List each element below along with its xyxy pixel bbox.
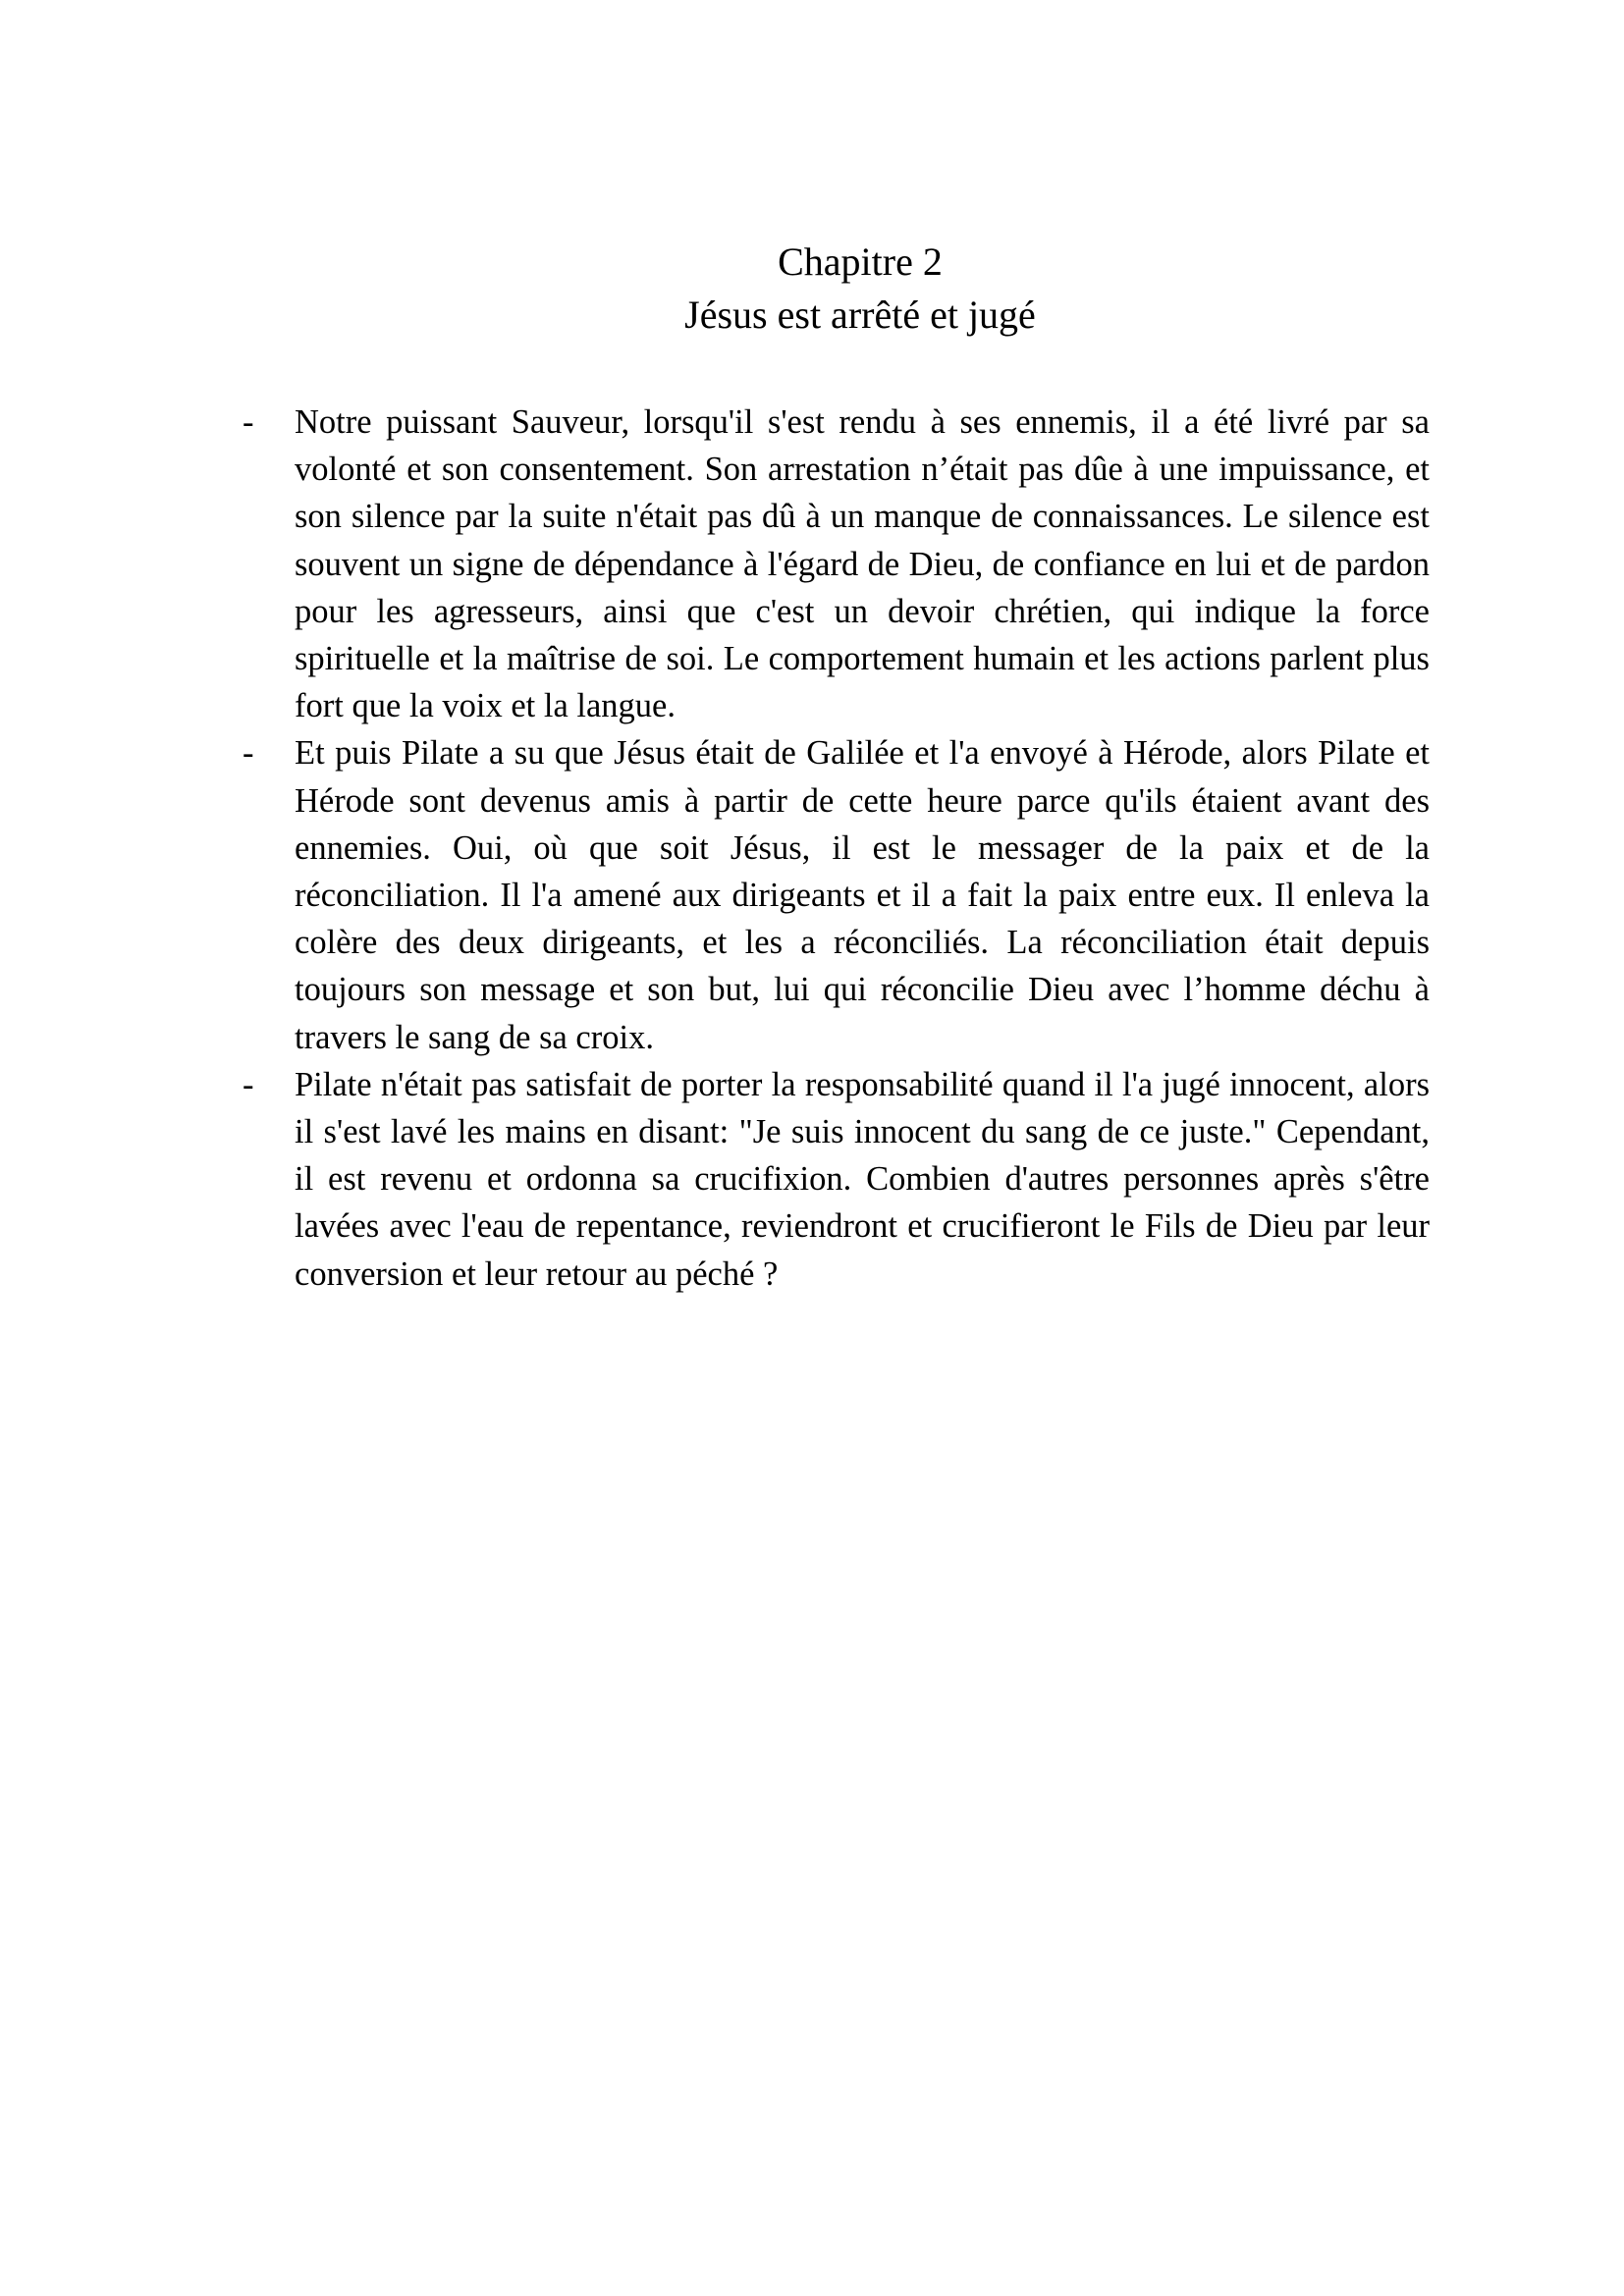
paragraph-text: Notre puissant Sauveur, lorsqu'il s'est rendu à ses ennemis, il a été livré par sa volonté et son consentement. Son arrestation n’était pas dûe à une impuissance, et son silence par la suite n'était pas dû à un manque de connaissances. Le silence est souvent un signe de dépendance à l'égard de Dieu, de confiance en lui et de pardon pour les agresseurs, ainsi que c'est un devoir chrétien, qui indique la force spirituelle et la maîtrise de soi. Le comportement humain et les actions parlent plus fort que la voix et la langue. [295, 403, 1430, 725]
chapter-title: Jésus est arrêté et jugé [684, 293, 1036, 337]
paragraph-list [243, 399, 1430, 1298]
list-item [243, 729, 1430, 1060]
chapter-number: Chapitre 2 [778, 240, 943, 284]
paragraph-text: Et puis Pilate a su que Jésus était de Galilée et l'a envoyé à Hérode, alors Pilate et Hérode sont devenus amis à partir de cette heure parce qu'ils étaient avant des ennemies. Oui, où que soit Jésus, il est le messager de la paix et de la réconciliation. Il l'a amené aux dirigeants et il a fait la paix entre eux. Il enleva la colère des deux dirigeants, et les a réconciliés. La réconciliation était depuis toujours son message et son but, lui qui réconcilie Dieu avec l’homme déchu à travers le sang de sa croix. [295, 734, 1430, 1056]
paragraph-text: Pilate n'était pas satisfait de porter la responsabilité quand il l'a jugé innocent, alors il s'est lavé les mains en disant: "Je suis innocent du sang de ce juste." Cependant, il est revenu et ordonna sa crucifixion. Combien d'autres personnes après s'être lavées avec l'eau de repentance, reviendront et crucifieront le Fils de Dieu par leur conversion et leur retour au péché ? [295, 1065, 1430, 1293]
bullet-dash: - [243, 1065, 254, 1103]
bullet-dash: - [243, 403, 254, 441]
chapter-heading [0, 236, 1624, 342]
list-item [243, 1061, 1430, 1298]
list-item [243, 399, 1430, 729]
bullet-dash: - [243, 734, 254, 773]
